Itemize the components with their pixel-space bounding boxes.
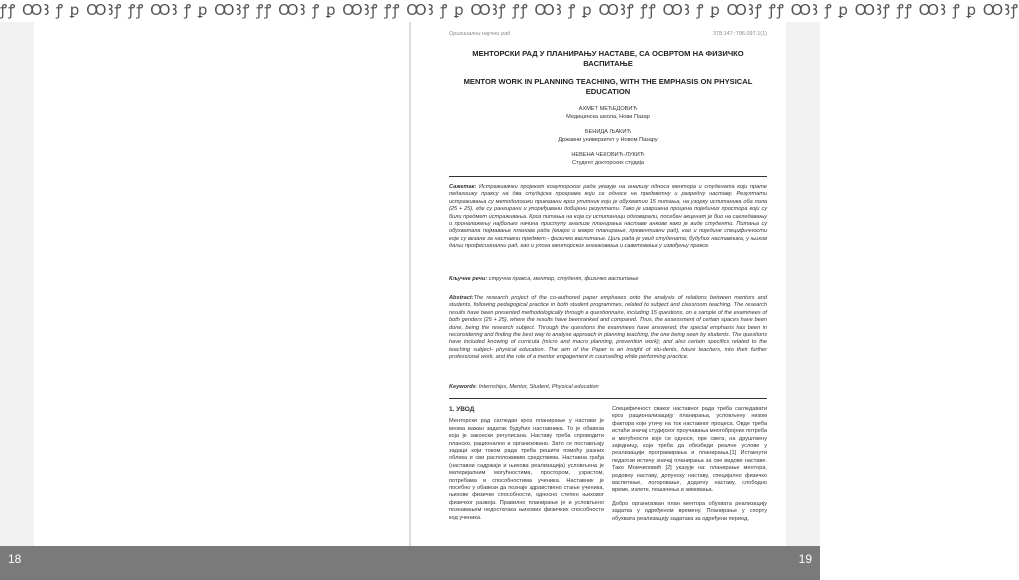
body-text: Добро организован план ментора обухвата реализацију задатка у одређеном времену. Планирање у спорту обухвата реализацију задатака за одређени период,: [612, 500, 767, 522]
title-serbian: МЕНТОРСКИ РАД У ПЛАНИРАЊУ НАСТАВЕ, СА ОСВРТОМ НА ФИЗИЧКО ВАСПИТАЊЕ: [472, 49, 744, 68]
column-right: [612, 406, 767, 523]
footer-bar: [0, 546, 820, 580]
page-number-right: 19: [798, 552, 812, 566]
left-gutter: [0, 22, 34, 558]
abstract-label: Abstract:: [449, 295, 474, 301]
section-rule: [449, 398, 767, 399]
abstract-label: Сажетак:: [449, 184, 477, 190]
keywords-text: : Internships, Mentor, Student, Physical education: [475, 384, 599, 390]
author-name: АХМЕТ МЕЂЕДОВИЋ: [578, 106, 638, 112]
title-english: MENTOR WORK IN PLANNING TEACHING, WITH THE EMPHASIS ON PHYSICAL EDUCATION: [463, 77, 753, 96]
keywords-text: стручна пракса, ментор, студент, физичко васпитање: [487, 276, 639, 282]
udc-code: 378.147::796.097.1(1): [712, 31, 767, 37]
keywords-english: [449, 384, 767, 391]
keywords-label: Кључне речи:: [449, 276, 488, 282]
ornament-glyphs: ꝭꝭ ꝎꜢ ꝭ ꝑ ꝎꜢꝭ ꝭꝭ ꝎꜢ ꝭ ꝑ ꝎꜢꝭ ꝭꝭ ꝎꜢ ꝭ ꝑ ꝎꜢꝭ ꝭꝭ ꝎꜢ ꝭ ꝑ ꝎꜢꝭ ꝭꝭ ꝎꜢ ꝭ ꝑ ꝎꜢꝭ ꝭꝭ ꝎꜢ ꝭ ꝑ ꝎꜢꝭ ꝭꝭ ꝎꜢ ꝭ ꝑ ꝎꜢꝭ ꝭꝭ ꝎꜢ ꝭ ꝑ ꝎꜢꝭ: [0, 1, 1019, 19]
right-gutter: [786, 22, 820, 558]
keywords-label: Keywords: [449, 384, 476, 390]
body-text: Специфичност сваког наставног рада треба сагледавати кроз рационализацију планирања, условљену низом фактора који утичу на ток наставног процеса. Овде треба истаћи значај студијског проучавања многобројних потреба и могућности које се односе, пре свега, на друштвену заједницу, која треба да обезбеди реалне услове у реализацији програмирања и планирања.[1] Истакнути педагози истичу значај планирања за све видове наставе. Тако Момчиловић [2] указује на: планирање ментора, редовну наставу, допунску наставу, специјално физичко васпитање, логоровање, додатну наставу, слободно време, излете, пешачења и зимовања.: [612, 406, 767, 494]
author-name: НЕВЕНА ЧЕКОВИЋ-ЛУКИЋ: [571, 152, 645, 158]
author-affiliation: Државни универзитет у Новом Пазару: [558, 137, 658, 143]
author-name: БЕНИДА ЉАКИЋ: [584, 129, 632, 135]
ornamental-border: [0, 0, 1019, 22]
abstract-serbian: [449, 184, 767, 251]
section-title: 1. УВОД: [449, 406, 475, 413]
page-number-left: 18: [8, 552, 22, 566]
abstract-text: The research project of the co-authored paper emphases onto the analysis of relations between mentors and students, following pedagogical practice in both student programmes, related to subject and classroom teaching. The research results have been presented methodologically through a questionnaire, including 15 questions, on a sample of the examinees of both genders (25 + 25), where the results have beenranked and compared. Thus, the assessment of certain spaces have been done, being the research subject. Through the questions the examinees have answered, the special emphasis has been in reconsidering and finding the best way to analyse approach in planning teaching, the one being seen by students. The questions have included knowing of curricula (micro and macro planning, prevention work); and also certain specifics related to the teaching subject- physical education. The aim of the Paper is an insight of stu-dents, future teachers, into their further professional work, and the role of a mentor engagement in counselling while performing practice.: [449, 295, 767, 361]
abstract-text: Истраживачки пројекат коауторског рада указује на анализу односа ментора и студената који прате педагошку праксу на два студијска програма који се односе на предметну и разредну наставу. Резултати истраживања су методолошки приказани кроз упитник који је обухватио 15 питања, на узорку испитаника оба пола (25 + 25), где су рангирани и упоређивани добијени резултати. Тако је извршена процена појединих простора који су били предмет истраживања. Кроз питања на која су испитаници одговарали, посебан акценат је био на сагледавању и проналажењу најбољег начина приступу анализе планирања наставе анкове како је виде студенти. Питања су обухватала појмавање планова рада (микро и макро планирање, превентивни рад), као и поједине специфичности које су везане за наставни предмет - физичко васпитање. Циљ рада је увид студената, будућих наставника, у њихов даљи професионални рад, као и улога менторског ангажовања и саветовања у извођењу праксе.: [449, 184, 767, 250]
keywords-serbian: [449, 276, 767, 283]
abstract-english: [449, 295, 767, 362]
running-header: [449, 31, 767, 41]
author-affiliation: Медицинска школа, Нови Пазар: [566, 114, 650, 120]
body-text: Менторски рад сагледан кроз планирање у настави је веома важан задатак будућих наставника. То је обавеза која је законски регулисана. Наставу треба спроводити планско, рационално и организовано. Зато се постављају задаци који током рада треба решити помоћу разних облика и сви расположивим средствима. Наставна грађа (наставни садржаји и њихова реализација) условљена је материјалним могућностима, простором, узрастом, потребама и способностима ученика. Наставник је посебно у обавези да познаје здравствено стање ученика, њихове физичке способности, односно степен њиховог физичког развоја. Правилно планирање је и условљено познавањем недостатака њихових физичких способности код ученика.: [449, 418, 604, 521]
section-rule: [449, 176, 767, 177]
paper-type: Оригинални научни рад: [449, 31, 511, 37]
author-affiliation: Студент докторских студија: [572, 160, 644, 166]
right-page: [411, 22, 786, 546]
left-page-blank: [34, 22, 409, 558]
column-left: [449, 406, 604, 522]
